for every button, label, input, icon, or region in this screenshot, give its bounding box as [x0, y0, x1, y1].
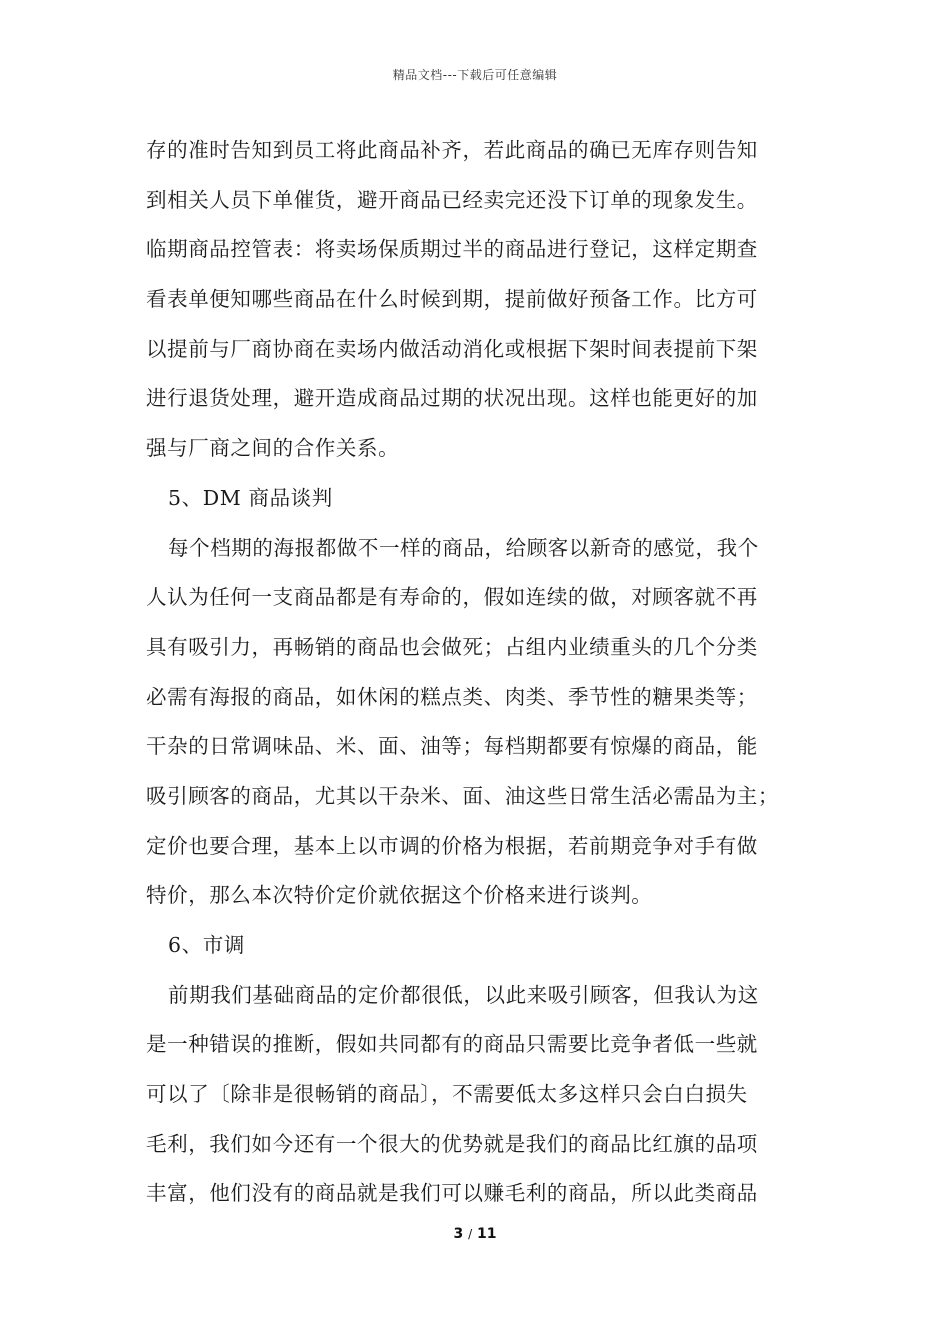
body-line: 是一种错误的推断，假如共同都有的商品只需要比竞争者低一些就 — [146, 1032, 758, 1057]
body-line: 丰富，他们没有的商品就是我们可以赚毛利的商品，所以此类商品 — [146, 1181, 758, 1206]
page-number — [0, 1226, 950, 1242]
page-header: 精品文档---下载后可任意编辑 — [392, 68, 558, 82]
document-body — [146, 126, 814, 1219]
body-line: 毛利，我们如今还有一个很大的优势就是我们的商品比红旗的品项 — [146, 1131, 758, 1156]
body-line: 前期我们基础商品的定价都很低，以此来吸引顾客，但我认为这 — [168, 982, 759, 1007]
body-line: 特价，那么本次特价定价就依据这个价格来进行谈判。 — [146, 883, 653, 908]
section-heading-survey: 6、市调 — [168, 933, 245, 957]
body-line: 存的准时告知到员工将此商品补齐，若此商品的确已无库存则告知 — [146, 138, 758, 162]
body-line: 可以了〔除非是很畅销的商品〕，不需要低太多这样只会白白损失 — [146, 1082, 748, 1107]
section-heading-dm: 5、DM 商品谈判 — [168, 485, 333, 510]
page-total: 11 — [477, 1226, 497, 1242]
body-line: 临期商品控管表：将卖场保质期过半的商品进行登记，这样定期查 — [146, 237, 758, 262]
body-line: 每个档期的海报都做不一样的商品，给顾客以新奇的感觉，我个 — [168, 535, 759, 560]
body-line: 到相关人员下单催货，避开商品已经卖完还没下订单的现象发生。 — [146, 187, 758, 212]
page-separator: / — [468, 1227, 473, 1241]
body-line: 定价也要合理，基本上以市调的价格为根据，若前期竞争对手有做 — [146, 833, 758, 858]
body-line: 看表单便知哪些商品在什么时候到期，提前做好预备工作。比方可 — [146, 287, 758, 312]
body-line: 以提前与厂商协商在卖场内做活动消化或根据下架时间表提前下架 — [146, 336, 758, 361]
body-line: 强与厂商之间的合作关系。 — [146, 436, 400, 461]
body-line: 具有吸引力，再畅销的商品也会做死；占组内业绩重头的几个分类 — [146, 634, 758, 659]
body-line: 干杂的日常调味品、米、面、油等；每档期都要有惊爆的商品，能 — [146, 734, 758, 759]
body-line: 必需有海报的商品，如休闲的糕点类、肉类、季节性的糖果类等； — [146, 684, 758, 709]
body-line: 进行退货处理，避开造成商品过期的状况出现。这样也能更好的加 — [146, 386, 758, 411]
page-current: 3 — [453, 1226, 464, 1242]
body-line: 人认为任何一支商品都是有寿命的，假如连续的做，对顾客就不再 — [146, 585, 758, 610]
body-line: 吸引顾客的商品，尤其以干杂米、面、油这些日常生活必需品为主； — [146, 783, 779, 808]
